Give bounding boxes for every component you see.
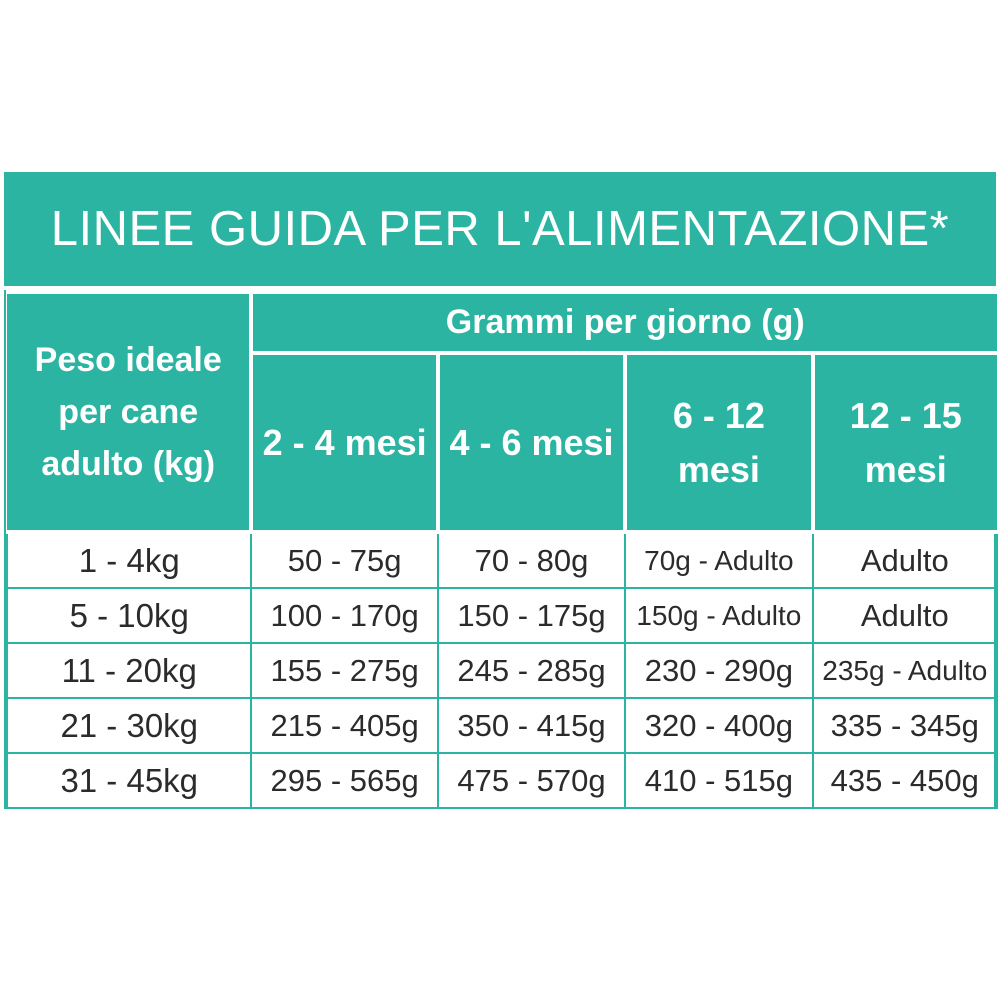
- feeding-guidelines: [4, 172, 996, 809]
- feeding-table: [6, 290, 998, 809]
- weight-cell: 5 - 10kg: [7, 588, 251, 643]
- grams-cell: 320 - 400g: [625, 698, 812, 753]
- table-row: [7, 643, 997, 698]
- grams-cell: 230 - 290g: [625, 643, 812, 698]
- table-row: [7, 698, 997, 753]
- age-header-4-6: 4 - 6 mesi: [438, 353, 625, 532]
- weight-cell: 1 - 4kg: [7, 532, 251, 588]
- grams-cell: 70 - 80g: [438, 532, 625, 588]
- grams-cell: 410 - 515g: [625, 753, 812, 808]
- table-row: [7, 753, 997, 808]
- grams-cell: 100 - 170g: [251, 588, 437, 643]
- grams-cell: 70g - Adulto: [625, 532, 812, 588]
- grams-cell: 155 - 275g: [251, 643, 437, 698]
- grams-cell: Adulto: [813, 532, 997, 588]
- grams-cell: 335 - 345g: [813, 698, 997, 753]
- grams-cell: 235g - Adulto: [813, 643, 997, 698]
- age-header-6-12: 6 - 12 mesi: [625, 353, 812, 532]
- age-header-2-4: 2 - 4 mesi: [251, 353, 437, 532]
- grams-cell: 215 - 405g: [251, 698, 437, 753]
- weight-cell: 11 - 20kg: [7, 643, 251, 698]
- weight-cell: 21 - 30kg: [7, 698, 251, 753]
- grams-cell: 435 - 450g: [813, 753, 997, 808]
- grams-cell: 50 - 75g: [251, 532, 437, 588]
- weight-cell: 31 - 45kg: [7, 753, 251, 808]
- grams-per-day-header: Grammi per giorno (g): [251, 292, 997, 353]
- grams-cell: Adulto: [813, 588, 997, 643]
- grams-cell: 350 - 415g: [438, 698, 625, 753]
- weight-column-header: Peso ideale per cane adulto (kg): [7, 292, 251, 532]
- grams-cell: 150g - Adulto: [625, 588, 812, 643]
- age-header-12-15: 12 - 15 mesi: [813, 353, 997, 532]
- guidelines-title: LINEE GUIDA PER L'ALIMENTAZIONE*: [4, 172, 996, 290]
- grams-cell: 150 - 175g: [438, 588, 625, 643]
- table-row: [7, 532, 997, 588]
- grams-cell: 295 - 565g: [251, 753, 437, 808]
- table-row: [7, 588, 997, 643]
- grams-cell: 475 - 570g: [438, 753, 625, 808]
- table-frame: [4, 290, 996, 809]
- grams-cell: 245 - 285g: [438, 643, 625, 698]
